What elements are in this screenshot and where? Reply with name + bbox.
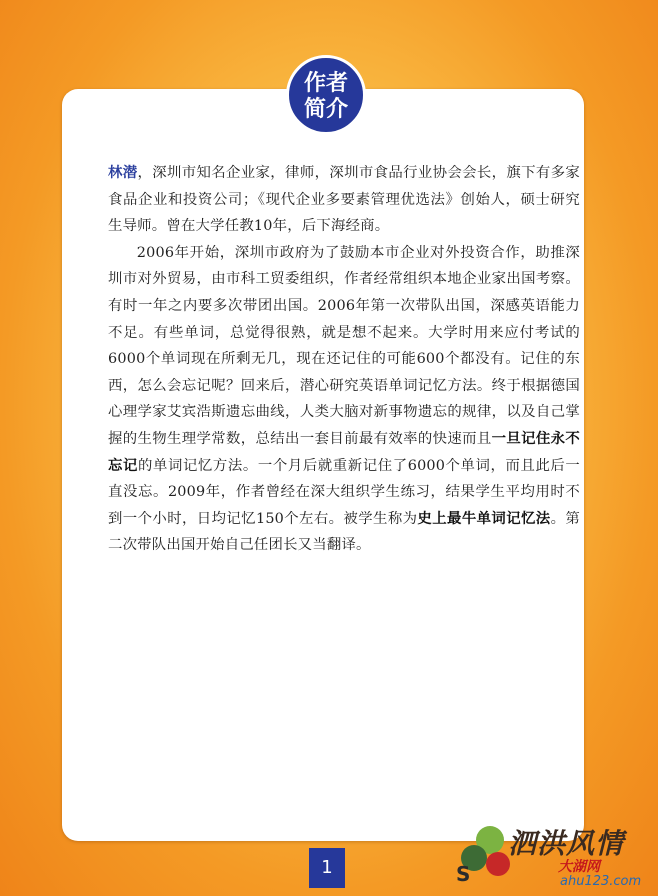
bio-text: 。第二次带队出国开始自己任团长又当翻译。 (108, 510, 580, 554)
badge-line-2: 简介 (303, 97, 348, 122)
watermark-title: 泗洪风情 (508, 827, 625, 860)
highlight-phrase: 一旦记住永不忘记 (108, 430, 581, 474)
bio-text: 2006年开始，深圳市政府为了鼓励本市企业对外投资合作，助推深圳市对外贸易，由市科工贸委组织，作者经常组织本地企业家出国考察。有时一年之内要多次带团出国。2006年第一次带队出国，深感英语能力不足。有些单词，总觉得很熟，就是想不起来。大学时用来应付考试的6000个单词现在所剩无几，现在还记住的可能600个都没有。记住的东西，怎么会忘记呢？回来后，潜心研究英语单词记忆方法。终于根据德国心理学家艾宾浩斯遗忘曲线，人类大脑对新事物遗忘的规律，以及自己掌握的生物生理学常数，总结出一套目前最有效率的快速而且 (108, 244, 580, 447)
badge-line-1: 作者 (303, 71, 348, 96)
watermark-letters: S (456, 862, 471, 886)
watermark-logo (456, 822, 656, 894)
author-intro-badge (286, 55, 366, 135)
watermark-brand: 大湖网 (558, 859, 600, 875)
bio-text: 的单词记忆方法。一个月后就重新记住了6000个单词，而且此后一直没忘。2009年，作者曾经在深大组织学生练习，结果学生平均用时不到一个小时，日均记忆150个左右。被学生称为 (108, 457, 581, 527)
bio-paragraph-2 (108, 240, 580, 559)
author-bio (108, 160, 580, 559)
watermark-url: ahu123.com (560, 874, 642, 889)
bio-paragraph-1 (108, 160, 580, 240)
bio-text: ，深圳市知名企业家，律师，深圳市食品行业协会会长，旗下有多家食品企业和投资公司；《现代企业多要素管理优选法》创始人，硕士研究生导师。曾在大学任教10年，后下海经商。 (108, 165, 580, 235)
author-name: 林潜 (108, 165, 138, 181)
page-number: 1 (309, 848, 345, 888)
highlight-phrase: 史上最牛单词记忆法 (417, 510, 551, 527)
